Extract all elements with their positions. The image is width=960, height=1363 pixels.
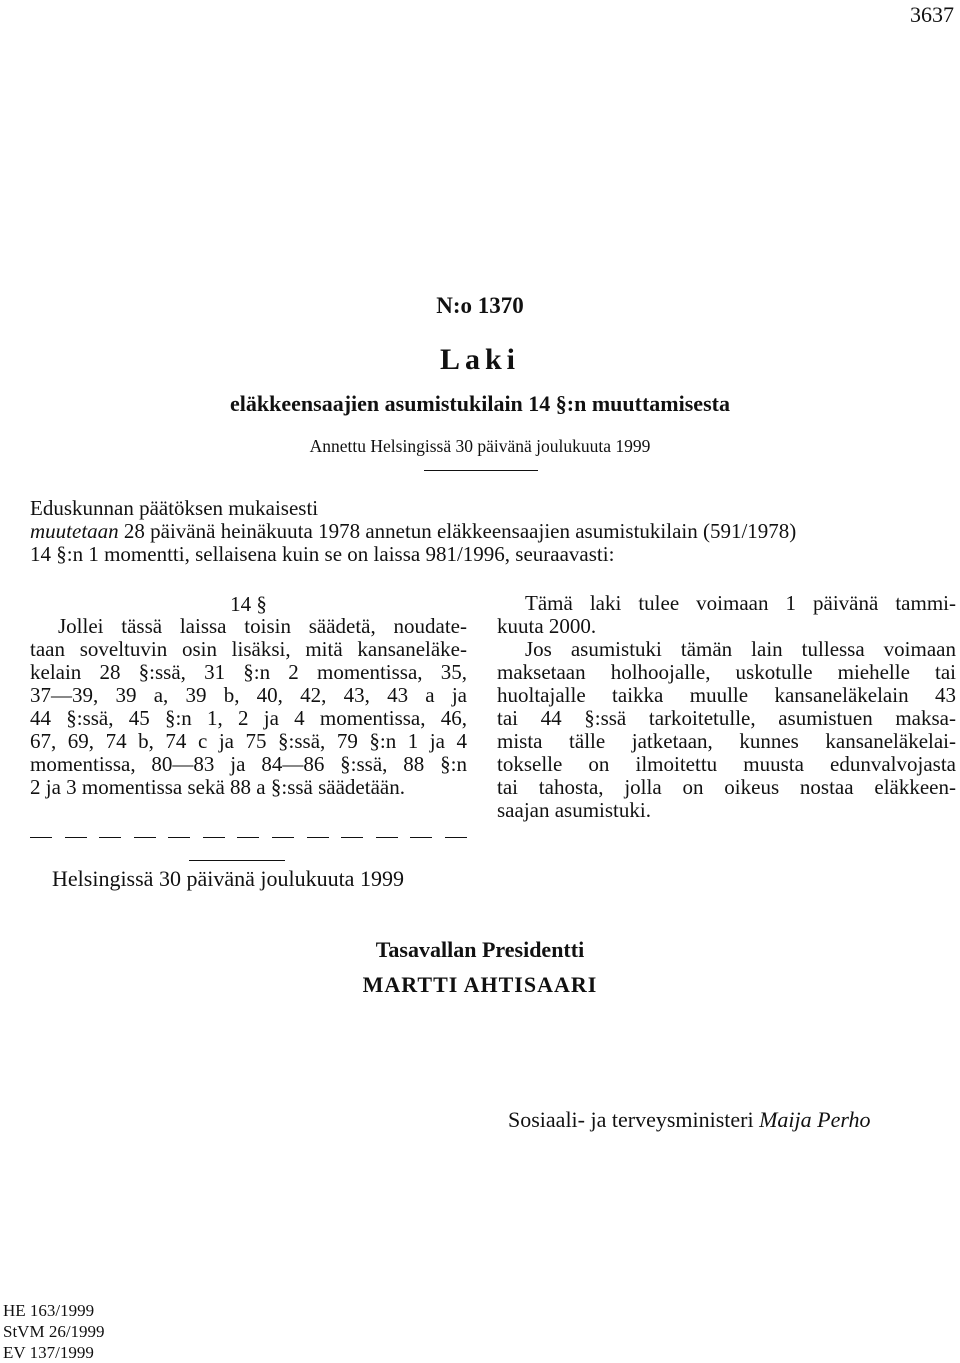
right-line: huoltajalle taikka muulle kansaneläkelain 43 <box>497 683 956 707</box>
minister-signature <box>508 1107 871 1133</box>
preamble-line-2-text: 28 päivänä heinäkuuta 1978 annetun eläkkeensaajien asumistukilain (591/1978) <box>118 519 797 543</box>
section-line: 67, 69, 74 b, 74 c ja 75 §:ssä, 79 §:n 1 ja 4 <box>30 729 467 753</box>
section-number: 14 § <box>230 592 267 616</box>
president-name: MARTTI AHTISAARI <box>362 972 598 997</box>
act-title: Laki <box>439 343 521 376</box>
preamble-line-3: 14 §:n 1 momentti, sellaisena kuin se on laissa 981/1996, seuraavasti: <box>30 542 615 566</box>
omission-dashes <box>30 826 467 849</box>
right-line: tai 44 §:ssä tarkoitetulle, asumistuen maksa- <box>497 706 956 730</box>
section-line: 2 ja 3 momentissa sekä 88 a §:ssä säädetään. <box>30 775 405 799</box>
section-end-divider <box>189 860 285 861</box>
reference-item: EV 137/1999 <box>3 1343 94 1362</box>
minister-title: Sosiaali- ja terveysministeri <box>508 1107 754 1132</box>
section-line: taan soveltuvin osin lisäksi, mitä kansaneläke- <box>30 637 467 661</box>
act-subtitle: eläkkeensaajien asumistukilain 14 §:n muuttamisesta <box>230 391 730 416</box>
given-date-line: Annettu Helsingissä 30 päivänä joulukuuta 1999 <box>309 436 651 456</box>
right-line: tai tahosta, jolla on oikeus nostaa eläkkeen- <box>497 775 956 799</box>
right-line: Jos asumistuki tämän lain tullessa voimaan <box>525 637 956 661</box>
title-divider <box>424 470 538 471</box>
preamble-line-2 <box>30 520 955 543</box>
section-line: 44 §:ssä, 45 §:n 1, 2 ja 4 momentissa, 46, <box>30 706 467 730</box>
president-title: Tasavallan Presidentti <box>375 937 585 962</box>
section-text <box>30 615 467 799</box>
section-line: Jollei tässä laissa toisin säädetä, noudate- <box>58 614 467 638</box>
page-number: 3637 <box>910 2 954 27</box>
right-line: maksetaan holhoojalle, uskotulle miehelle tai <box>497 660 956 684</box>
preamble-line-1: Eduskunnan päätöksen mukaisesti <box>30 496 319 520</box>
section-line: 37—39, 39 a, 39 b, 40, 42, 43, 43 a ja <box>30 683 467 707</box>
minister-name: Maija Perho <box>759 1107 871 1132</box>
reference-item: HE 163/1999 <box>3 1301 95 1320</box>
reference-item: StVM 26/1999 <box>3 1322 105 1341</box>
section-line: kelain 28 §:ssä, 31 §:n 2 momentissa, 35, <box>30 660 467 684</box>
right-line: tokselle on ilmoitettu muusta edunvalvojasta <box>497 752 956 776</box>
act-number: N:o 1370 <box>436 293 524 318</box>
section-line: momentissa, 80—83 ja 84—86 §:ssä, 88 §:n <box>30 752 467 776</box>
right-line: saajan asumistuki. <box>497 798 651 822</box>
right-line: Tämä laki tulee voimaan 1 päivänä tammi- <box>525 591 956 615</box>
reference-list <box>3 1300 105 1363</box>
preamble-amend-verb: muutetaan <box>30 519 119 543</box>
entry-into-force-text <box>497 592 956 822</box>
place-and-date: Helsingissä 30 päivänä joulukuuta 1999 <box>52 866 404 891</box>
right-line: kuuta 2000. <box>497 614 597 638</box>
right-line: mista tälle jatketaan, kunnes kansaneläkelai- <box>497 729 956 753</box>
